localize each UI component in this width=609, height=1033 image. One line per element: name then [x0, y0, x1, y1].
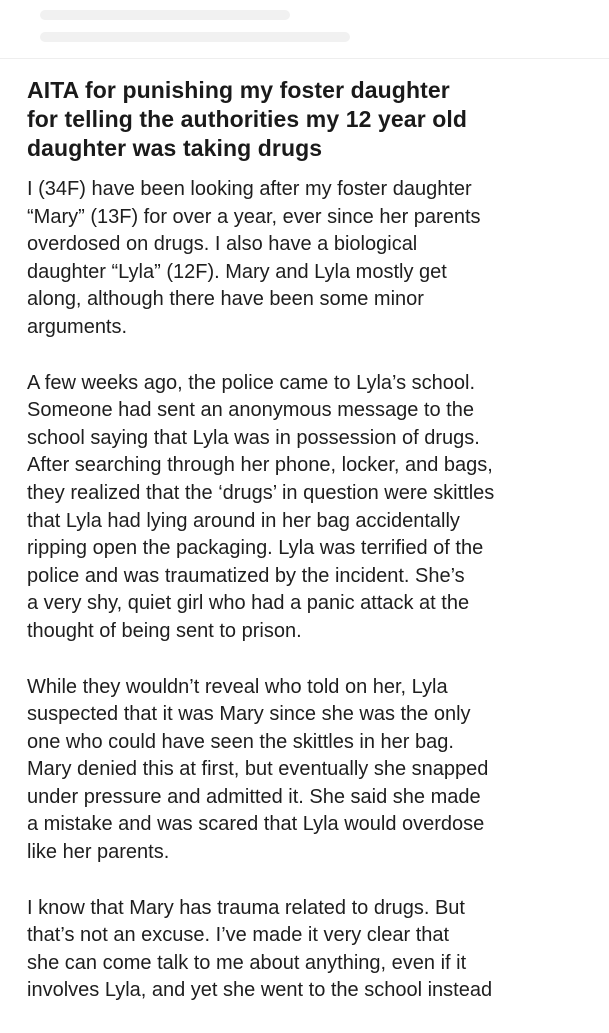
paragraph-line: she can come talk to me about anything, even if it: [27, 951, 467, 974]
paragraph-line: thought of being sent to prison.: [27, 619, 302, 642]
paragraph-line: While they wouldn’t reveal who told on her, Lyla: [27, 675, 448, 698]
paragraph-line: Someone had sent an anonymous message to the: [27, 399, 474, 422]
paragraph-line: arguments.: [27, 315, 128, 338]
paragraph-line: involves Lyla, and yet she went to the school instead: [27, 979, 493, 1002]
paragraph-line: that Lyla had lying around in her bag accidentally: [27, 509, 460, 532]
paragraph-line: that’s not an excuse. I’ve made it very clear that: [27, 924, 450, 947]
paragraph-line: overdosed on drugs. I also have a biological: [27, 233, 418, 256]
paragraph-line: After searching through her phone, locker, and bags,: [27, 454, 493, 477]
paragraph-line: along, although there have been some minor: [27, 288, 424, 311]
paragraph-line: like her parents.: [27, 841, 170, 864]
paragraph-line: under pressure and admitted it. She said she made: [27, 785, 481, 808]
paragraph-line: I (34F) have been looking after my foster daughter: [27, 178, 472, 200]
faded-header-line: [40, 32, 350, 42]
title-line: for telling the authorities my 12 year old: [27, 106, 468, 132]
title-line: daughter was taking drugs: [27, 135, 323, 161]
paragraph-line: they realized that the ‘drugs’ in question were skittles: [27, 481, 495, 504]
paragraph-line: school saying that Lyla was in possession of drugs.: [27, 426, 480, 449]
paragraph-line: one who could have seen the skittles in her bag.: [27, 730, 454, 753]
top-header-area: [0, 0, 609, 59]
paragraph-line: “Mary” (13F) for over a year, ever since her parents: [27, 205, 481, 228]
post-paragraph: [27, 895, 587, 1005]
faded-header-line: [40, 10, 290, 20]
post-paragraph: [27, 674, 587, 867]
title-line: AITA for punishing my foster daughter: [27, 77, 450, 103]
paragraph-line: I know that Mary has trauma related to drugs. But: [27, 896, 465, 919]
paragraph-line: a very shy, quiet girl who had a panic attack at the: [27, 592, 470, 615]
paragraph-line: police and was traumatized by the incident. She’s: [27, 564, 465, 587]
paragraph-line: daughter “Lyla” (12F). Mary and Lyla mostly get: [27, 260, 447, 283]
post-paragraph: [27, 176, 587, 342]
post-paragraph: [27, 370, 587, 646]
paragraph-line: A few weeks ago, the police came to Lyla’s school.: [27, 371, 476, 394]
paragraph-line: suspected that it was Mary since she was the only: [27, 703, 471, 726]
paragraph-line: ripping open the packaging. Lyla was terrified of the: [27, 537, 484, 560]
post-title: [27, 76, 587, 163]
paragraph-line: Mary denied this at first, but eventually she snapped: [27, 758, 489, 781]
post-article: [27, 76, 587, 1033]
paragraph-line: a mistake and was scared that Lyla would overdose: [27, 813, 485, 836]
